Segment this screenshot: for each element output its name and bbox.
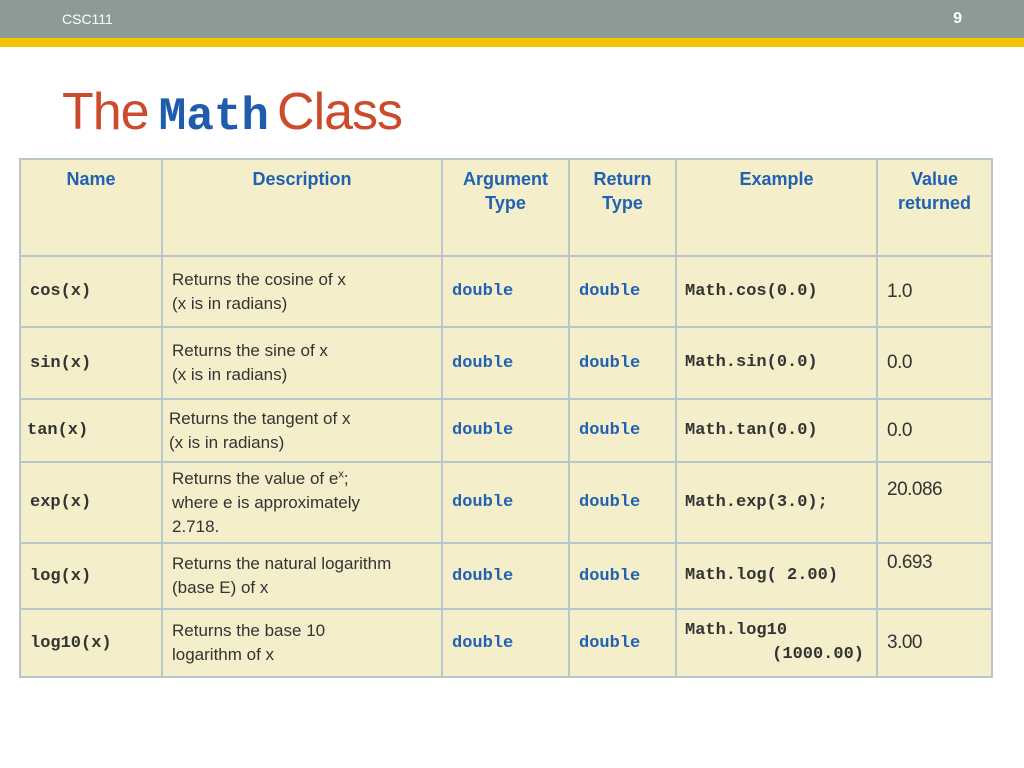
- row-value: 0.693: [877, 543, 992, 609]
- row-return-type: double: [569, 609, 676, 677]
- header-return-type: Return Type: [569, 159, 676, 256]
- row-return-type: double: [569, 543, 676, 609]
- table-row: [20, 327, 992, 399]
- table-header-row: [20, 159, 992, 256]
- row-example: Math.tan(0.0): [676, 399, 877, 462]
- row-name: sin(x): [20, 327, 162, 399]
- row-argument-type: double: [442, 543, 569, 609]
- row-argument-type: double: [442, 327, 569, 399]
- row-return-type: double: [569, 256, 676, 327]
- table-row: [20, 399, 992, 462]
- row-description: Returns the tangent of x (x is in radians): [162, 399, 442, 462]
- table-row: [20, 256, 992, 327]
- row-name: log10(x): [20, 609, 162, 677]
- slide-title: [62, 80, 402, 144]
- row-description: Returns the cosine of x (x is in radians): [162, 256, 442, 327]
- row-example: Math.cos(0.0): [676, 256, 877, 327]
- row-value: 20.086: [877, 462, 992, 543]
- row-value: 3.00: [877, 609, 992, 677]
- header-accent-line: [0, 38, 1024, 47]
- header-value-returned: Value returned: [877, 159, 992, 256]
- row-return-type: double: [569, 327, 676, 399]
- row-value: 0.0: [877, 327, 992, 399]
- row-name: tan(x): [20, 399, 162, 462]
- row-description: Returns the base 10 logarithm of x: [162, 609, 442, 677]
- row-description: Returns the sine of x (x is in radians): [162, 327, 442, 399]
- exponent-x: x: [338, 467, 344, 480]
- row-description: Returns the natural logarithm (base E) of x: [162, 543, 442, 609]
- table-row: [20, 462, 992, 543]
- row-argument-type: double: [442, 462, 569, 543]
- row-argument-type: double: [442, 609, 569, 677]
- table-row: [20, 543, 992, 609]
- row-example: Math.exp(3.0);: [676, 462, 877, 543]
- title-part-1: The: [62, 83, 149, 141]
- title-code: Math: [158, 91, 270, 143]
- title-part-2: Class: [277, 83, 403, 141]
- math-methods-table: [19, 158, 993, 678]
- row-argument-type: double: [442, 256, 569, 327]
- header-example: Example: [676, 159, 877, 256]
- row-name: exp(x): [20, 462, 162, 543]
- header-name: Name: [20, 159, 162, 256]
- row-example: Math.log10 (1000.00): [676, 609, 877, 677]
- table-row: [20, 609, 992, 677]
- row-argument-type: double: [442, 399, 569, 462]
- row-value: 1.0: [877, 256, 992, 327]
- row-example: Math.sin(0.0): [676, 327, 877, 399]
- row-value: 0.0: [877, 399, 992, 462]
- row-name: cos(x): [20, 256, 162, 327]
- header-description: Description: [162, 159, 442, 256]
- header-argument-type: Argument Type: [442, 159, 569, 256]
- row-name: log(x): [20, 543, 162, 609]
- row-description: Returns the value of $e^x$; where e is approximately 2.718.: [162, 462, 442, 543]
- row-return-type: double: [569, 462, 676, 543]
- row-example: Math.log( 2.00): [676, 543, 877, 609]
- slide-number: 9: [953, 10, 962, 27]
- row-return-type: double: [569, 399, 676, 462]
- header-bar: [0, 0, 1024, 38]
- course-label: CSC111: [62, 11, 113, 27]
